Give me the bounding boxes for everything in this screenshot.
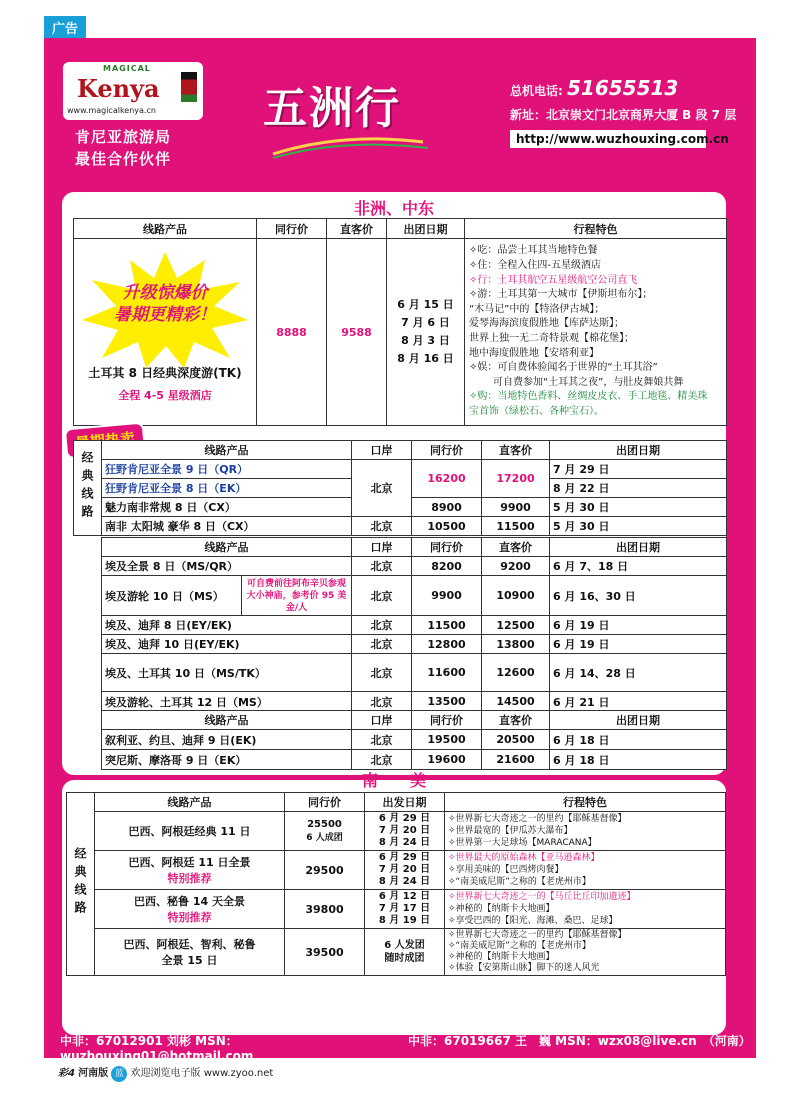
col-product: 线路产品 <box>95 793 285 812</box>
sa-date: 6 人发团 <box>384 940 425 951</box>
sa-date: 6 月 29 日 <box>378 813 431 824</box>
south-america-title: 南 美 <box>361 771 426 790</box>
turkey-product-sub: 全程 4-5 星级酒店 <box>118 389 212 402</box>
mideast-direct: 20500 <box>482 730 550 750</box>
sa-date: 8 月 19 日 <box>378 915 431 926</box>
col-port: 口岸 <box>352 441 412 460</box>
kenya-flag-icon <box>181 72 197 102</box>
table-row: 巴西、阿根廷经典 11 日 <box>95 812 285 851</box>
egypt-port: 北京 <box>352 635 412 654</box>
egypt-direct: 9200 <box>482 557 550 576</box>
hot-date: 8 月 22 日 <box>550 479 727 498</box>
page-footer-text: 欢迎浏览电子版 www.zyoo.net <box>130 1068 274 1079</box>
col-peer-price: 同行价 <box>412 538 482 557</box>
page-footer <box>58 1064 273 1082</box>
egypt-port: 北京 <box>352 616 412 635</box>
south-america-table <box>66 792 726 976</box>
turkey-features <box>465 239 727 426</box>
feature-line: ✧吃：品尝土耳其当地特色餐 <box>469 245 598 257</box>
feature-line: 可自费参加“土耳其之夜”，与肚皮舞娘共舞 <box>493 376 684 388</box>
hot-side-cell <box>74 441 102 536</box>
turkey-dates <box>387 239 465 426</box>
egypt-peer: 12800 <box>412 635 482 654</box>
feature-line: ✧游：土耳其第一大城市【伊斯坦布尔】； <box>469 289 653 301</box>
table-row <box>95 851 285 890</box>
mideast-table <box>101 710 727 770</box>
sa-side-label: 经典线路 <box>73 846 87 919</box>
hot-side-label: 经典线路 <box>80 450 94 523</box>
mideast-port: 北京 <box>352 730 412 750</box>
sa-date: 6 月 29 日 <box>378 852 431 863</box>
mideast-direct: 21600 <box>482 750 550 770</box>
sa-dates <box>365 890 445 929</box>
turkey-date: 7 月 6 日 <box>401 316 450 329</box>
table-row: 狂野肯尼亚全景 8 日（EK） <box>102 479 352 498</box>
feature-line: 世界上独一无二奇特景观【棉花堡】； <box>469 333 634 344</box>
kenya-site: www.magicalkenya.cn <box>67 106 156 115</box>
col-peer-price: 同行价 <box>412 441 482 460</box>
turkey-product: 土耳其 8 日经典深度游(TK) <box>88 366 242 380</box>
table-row: 埃及、土耳其 10 日（MS/TK） <box>102 654 352 692</box>
egypt-direct: 13800 <box>482 635 550 654</box>
table-row: 埃及游轮、土耳其 12 日（MS） <box>102 692 352 712</box>
feature-line: 地中海度假胜地【安塔利亚】 <box>469 347 599 359</box>
hot-direct: 9900 <box>482 498 550 517</box>
table-row: 突尼斯、摩洛哥 9 日（EK） <box>102 750 352 770</box>
egypt-peer: 11500 <box>412 616 482 635</box>
feature-line: “木马记”中的【特洛伊古城】； <box>469 303 605 315</box>
feature-line: ✧行：土耳其航空五星级航空公司直飞 <box>469 274 638 286</box>
mideast-peer: 19600 <box>412 750 482 770</box>
col-dates: 出发日期 <box>365 793 445 812</box>
egypt-peer: 13500 <box>412 692 482 712</box>
col-dates: 出团日期 <box>550 441 727 460</box>
hot-table <box>73 440 727 536</box>
sa-dates <box>365 812 445 851</box>
mideast-port: 北京 <box>352 750 412 770</box>
sa-date: 7 月 20 日 <box>378 864 431 875</box>
hot-date: 5 月 30 日 <box>550 498 727 517</box>
sa-features <box>445 812 726 851</box>
turkey-date: 8 月 16 日 <box>397 352 454 365</box>
feature-line: ✧神秘的【纳斯卡大地画】 <box>448 952 555 962</box>
col-direct-price: 直客价 <box>482 441 550 460</box>
feature-line: ✧享受巴西的【阳光、海滩、桑巴、足球】 <box>448 916 618 926</box>
egypt-peer: 11600 <box>412 654 482 692</box>
sa-date: 随时成团 <box>384 953 425 964</box>
sa-recommend: 特别推荐 <box>167 872 212 885</box>
contact-phone-row <box>510 76 678 100</box>
egypt-note: 可自费前往阿布辛贝参观大小神庙，参考价 95 美金/人 <box>242 576 352 616</box>
egypt-direct: 12600 <box>482 654 550 692</box>
sa-date: 7 月 17 日 <box>378 903 431 914</box>
egypt-peer: 8200 <box>412 557 482 576</box>
turkey-date: 6 月 15 日 <box>397 298 454 311</box>
egypt-table <box>101 537 727 712</box>
hot-peer: 16200 <box>412 460 482 498</box>
sa-name: 巴西、阿根廷、智利、秘鲁 <box>123 938 256 951</box>
sa-peer: 29500 <box>285 851 365 890</box>
sa-dates <box>365 851 445 890</box>
feature-line: ✧神秘的【纳斯卡大地画】 <box>448 904 555 914</box>
sa-date: 8 月 24 日 <box>378 876 431 887</box>
col-product: 线路产品 <box>74 219 257 239</box>
egypt-date: 6 月 21 日 <box>550 692 727 712</box>
egypt-date: 6 月 16、30 日 <box>550 576 727 616</box>
sa-side-cell <box>67 793 95 976</box>
table-row <box>95 890 285 929</box>
ad-tag: 广告 <box>44 16 86 39</box>
col-direct-price: 直客价 <box>327 219 387 239</box>
brand-swoosh-icon <box>263 72 438 162</box>
egypt-direct: 10900 <box>482 576 550 616</box>
hot-direct: 11500 <box>482 517 550 536</box>
new-company-name: “北京五洲行国际旅行社有限责任公司” <box>447 996 690 1012</box>
website-url[interactable]: http://www.wuzhouxing.com.cn <box>510 130 706 148</box>
sa-peer: 39800 <box>285 890 365 929</box>
edition-dot: 蓝 <box>111 1066 127 1082</box>
kenya-name: Kenya <box>77 74 160 103</box>
sa-name: 巴西、秘鲁 14 天全景 <box>134 895 245 908</box>
table-row <box>95 929 285 976</box>
hot-date: 7 月 29 日 <box>550 460 727 479</box>
feature-line: ✧“南美威尼斯”之称的【老虎州市】 <box>448 877 591 887</box>
hot-peer: 8900 <box>412 498 482 517</box>
feature-line: ✧世界最宽的【伊瓜苏大瀑布】 <box>448 826 573 836</box>
egypt-direct: 14500 <box>482 692 550 712</box>
feature-line: ✧购：当地特色香料、丝绸皮皮衣、手工地毯、精美珠 <box>469 391 708 403</box>
col-product: 线路产品 <box>102 538 352 557</box>
feature-line: ✧“南美威尼斯”之称的【老虎州市】 <box>448 941 591 951</box>
feature-line: ✧世界新七大奇迹之一的里约【耶稣基督像】 <box>448 930 627 940</box>
col-peer-price: 同行价 <box>257 219 327 239</box>
col-product: 线路产品 <box>102 711 352 730</box>
col-port: 口岸 <box>352 538 412 557</box>
sa-dates <box>365 929 445 976</box>
feature-line: ✧体验【安第斯山脉】脚下的迷人风光 <box>448 963 600 973</box>
col-dates: 出团日期 <box>550 711 727 730</box>
table-row: 狂野肯尼亚全景 9 日（QR） <box>102 460 352 479</box>
contact-2: 中非：67019667 王 巍 MSN：wzx08@live.cn （河南） <box>408 1034 751 1048</box>
sa-name: 巴西、阿根廷 11 日全景 <box>128 856 251 869</box>
col-direct-price: 直客价 <box>482 711 550 730</box>
company-logo-icon <box>80 995 98 1013</box>
egypt-date: 6 月 19 日 <box>550 635 727 654</box>
sa-peer-sub: 6 人成团 <box>306 833 343 843</box>
col-dates: 出团日期 <box>387 219 465 239</box>
mideast-date: 6 月 18 日 <box>550 750 727 770</box>
col-port: 口岸 <box>352 711 412 730</box>
sa-peer: 39500 <box>285 929 365 976</box>
sa-name-sub: 全景 15 日 <box>161 954 218 967</box>
turkey-peer-price: 8888 <box>257 239 327 426</box>
feature-line: 宝首饰（绿松石、各种宝石）。 <box>469 405 604 417</box>
turkey-date: 8 月 3 日 <box>401 334 450 347</box>
sa-features <box>445 929 726 976</box>
kenya-subtitle-1: 肯尼亚旅游局 <box>75 128 172 146</box>
feature-line: 爱琴海海滨度假胜地【库萨达斯】； <box>469 318 624 330</box>
feature-line: ✧世界新七大奇迹之一的里约【耶稣基督像】 <box>448 814 627 824</box>
egypt-port: 北京 <box>352 692 412 712</box>
egypt-date: 6 月 7、18 日 <box>550 557 727 576</box>
address: 新址：北京崇文门北京商界大厦 B 段 7 层 <box>510 108 737 122</box>
table-row: 叙利亚、约旦、迪拜 9 日(EK) <box>102 730 352 750</box>
egypt-date: 6 月 19 日 <box>550 616 727 635</box>
egypt-port: 北京 <box>352 654 412 692</box>
brand-logo <box>263 72 438 162</box>
turkey-direct-price: 9588 <box>327 239 387 426</box>
burst-line-1: 升级惊爆价 <box>122 283 208 303</box>
sa-features <box>445 851 726 890</box>
table-row: 魅力南非常规 8 日（CX） <box>102 498 352 517</box>
col-features: 行程特色 <box>445 793 726 812</box>
phone-label: 总机电话: <box>510 84 563 98</box>
hot-direct: 17200 <box>482 460 550 498</box>
egypt-port: 北京 <box>352 557 412 576</box>
hot-port: 北京 <box>352 517 412 536</box>
table-row: 埃及游轮 10 日（MS） <box>102 576 242 616</box>
kenya-magic-text: MAGICAL <box>103 64 151 73</box>
burst-text <box>100 282 230 326</box>
page-number: 彩4 <box>58 1068 75 1079</box>
egypt-direct: 12500 <box>482 616 550 635</box>
edition: 河南版 <box>78 1068 109 1079</box>
kenya-subtitle-2: 最佳合作伙伴 <box>75 150 172 168</box>
hot-port: 北京 <box>352 460 412 517</box>
rename-notice <box>80 993 792 1013</box>
mideast-date: 6 月 18 日 <box>550 730 727 750</box>
sa-features <box>445 890 726 929</box>
table-row: 埃及、迪拜 10 日(EY/EK) <box>102 635 352 654</box>
egypt-peer: 9900 <box>412 576 482 616</box>
hot-peer: 10500 <box>412 517 482 536</box>
col-peer-price: 同行价 <box>285 793 365 812</box>
col-product: 线路产品 <box>102 441 352 460</box>
feature-line: ✧世界第一大足球场【MARACANA】 <box>448 838 597 848</box>
feature-line: ✧享用美味的【巴西烤肉餐】 <box>448 865 564 875</box>
sa-date: 6 月 12 日 <box>378 891 431 902</box>
contact-1: 中非：67012901 刘彬 MSN：wuzhouxing01@hotmail.com <box>60 1034 254 1063</box>
feature-line: ✧娱：可自费体验闻名于世界的“土耳其浴” <box>469 362 658 374</box>
mideast-peer: 19500 <box>412 730 482 750</box>
brand-name: 五洲行 <box>263 83 401 134</box>
africa-title: 非洲、中东 <box>353 199 434 218</box>
feature-line: ✧世界新七大奇迹之一的【马丘比丘印加遗迹】 <box>448 892 636 902</box>
col-dates: 出团日期 <box>550 538 727 557</box>
egypt-port: 北京 <box>352 576 412 616</box>
sa-date: 8 月 24 日 <box>378 837 431 848</box>
sa-date: 7 月 20 日 <box>378 825 431 836</box>
egypt-date: 6 月 14、28 日 <box>550 654 727 692</box>
table-row: 南非 太阳城 豪华 8 日（CX） <box>102 517 352 536</box>
old-company-name: “北京金冠恒盛国际旅行社有限责任公司”已更名为 <box>102 996 415 1012</box>
col-features: 行程特色 <box>465 219 727 239</box>
burst-line-2: 暑期更精彩！ <box>114 305 216 325</box>
feature-line: ✧世界最大的原始森林【亚马逊森林】 <box>448 853 600 863</box>
col-direct-price: 直客价 <box>482 538 550 557</box>
sa-recommend: 特别推荐 <box>167 911 212 924</box>
phone-number: 51655513 <box>567 76 679 100</box>
table-row: 埃及、迪拜 8 日(EY/EK) <box>102 616 352 635</box>
kenya-logo <box>63 62 203 120</box>
sa-peer: 25500 <box>307 819 342 830</box>
company-logo-icon <box>425 995 443 1013</box>
sa-peer-cell <box>285 812 365 851</box>
hot-date: 5 月 30 日 <box>550 517 727 536</box>
table-row: 埃及全景 8 日（MS/QR） <box>102 557 352 576</box>
feature-line: ✧住：全程入住四-五星级酒店 <box>469 260 601 272</box>
col-peer-price: 同行价 <box>412 711 482 730</box>
